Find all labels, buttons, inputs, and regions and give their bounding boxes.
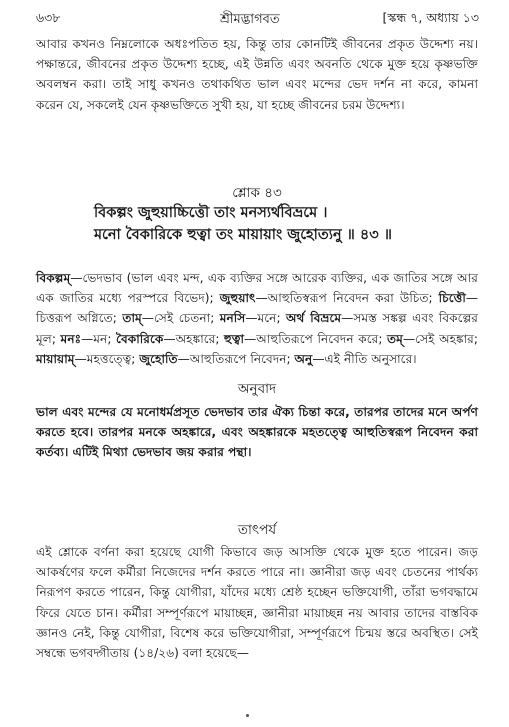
synonym-term: অর্থ বিভ্রমে (286, 311, 342, 326)
chapter-reference: [স্কন্ধ ৭, অধ্যায় ১৩ (382, 10, 479, 25)
synonym-meaning: —মনে; (245, 311, 286, 326)
page-mark (246, 714, 249, 717)
synonym-meaning: —ভেদভাব (ভাল এবং মন্দ, এক ব্যক্তির সঙ্গে আরেক ব্যক্তির, এক জাতির সঙ্গে আর এক জাতির মধ্যে পরস্পরে বিভেদ); (36, 271, 478, 306)
running-header (36, 8, 479, 30)
synonym-term: জুহোতি (139, 351, 178, 366)
synonym-term: জুহুয়াৎ (219, 291, 256, 306)
verse-line-2: মনো বৈকারিকে হুত্বা তং মায়ায়াং জুহোত্যনু ॥ ৪৩ ॥ (94, 227, 392, 243)
synonym-term: চিত্তৌ (438, 291, 466, 306)
synonym-meaning: —সেই অহঙ্কার; (402, 331, 478, 346)
synonym-term: হুত্বা (224, 331, 245, 346)
sanskrit-verse (36, 202, 478, 246)
synonym-meaning: —মন; (81, 331, 117, 346)
verse-line-1: বিকল্পং জুহুয়াচ্চিত্তৌ তাং মনস্যর্থবিভ্রমে । (94, 205, 328, 221)
translation-heading: অনুবাদ (237, 381, 277, 397)
synonym-meaning: —মহত্তত্ত্বে; (74, 351, 140, 366)
synonym-term: বৈকারিকে (116, 331, 164, 346)
synonyms-paragraph (36, 268, 478, 369)
synonym-meaning: —আহুতিস্বরূপ নিবেদন করা উচিত; (255, 291, 439, 306)
synonym-meaning: —চিত্তরূপ অগ্নিতে; (36, 291, 478, 326)
intro-paragraph: আবার কখনও নিম্নলোকে অধঃপতিত হয়, কিন্তু তার কোনটিই জীবনের প্রকৃত উদ্দেশ্য নয়। পক্ষান্তরে, জীবনের প্রকৃত উদ্দেশ্য হচ্ছে, এই উন্নতি এবং অবনতি থেকে মুক্ত হয়ে কৃষ্ণভক্তি অবলম্বন করা। তাই সাধু কখনও তথাকথিত ভাল এবং মন্দের ভেদ দর্শন না করে, কামনা করেন যে, সকলেই যেন কৃষ্ণভক্তিতে সুখী হয়, যা হচ্ছে জীবনের চরম উদ্দেশ্য। (36, 37, 478, 112)
synonym-meaning: —এই নীতি অনুসারে। (312, 351, 417, 366)
purport-heading: তাৎপর্য (237, 522, 277, 538)
synonym-meaning: —আহুতিরূপে নিবেদন করে; (244, 331, 388, 346)
synonym-meaning: —অহঙ্কারে; (163, 331, 225, 346)
verse-label: শ্লোক ৪৩ (232, 185, 282, 201)
synonyms-text (36, 268, 478, 369)
synonym-term: মায়ায়াম্ (36, 351, 75, 366)
synonym-term: তম্ (387, 331, 403, 346)
synonym-meaning: —আহুতিরূপে নিবেদন; (177, 351, 295, 366)
book-title: শ্রীমদ্ভাগবত (220, 12, 280, 27)
synonym-term: মনসি (219, 311, 246, 326)
purport-paragraph: এই শ্লোকে বর্ণনা করা হয়েছে যোগী কিভাবে জড় আসক্তি থেকে মুক্ত হতে পারেন। জড় আকর্ষণের ফলে কর্মীরা নিজেদের দর্শন করতে পারে না। জ্ঞানীরা জড় এবং চেতনের পার্থক্য নিরূপণ করতে পারেন, কিন্তু যোগীরা, যাঁদের মধ্যে শ্রেষ্ঠ হচ্ছেন ভক্তিযোগী, তাঁরা ভগবদ্ধামে ফিরে যেতে চান। কর্মীরা সম্পূর্ণরূপে মায়াচ্ছন্ন, জ্ঞানীরা মায়াচ্ছন্ন নয় আবার তাদের বাস্তবিক জ্ঞানও নেই, কিন্তু যোগীরা, বিশেষ করে ভক্তিযোগীরা, সম্পূর্ণরূপে চিন্ময় স্তরে অবস্থিত। সেই সম্বন্ধে ভগবদ্গীতায় (১৪/২৬) বলা হয়েছে— (36, 545, 478, 661)
page-number: ৬৩৮ (36, 10, 61, 25)
translation-paragraph: ভাল এবং মন্দের যে মনোধর্মপ্রসূত ভেদভাব তার ঐক্য চিন্তা করে, তারপর তাদের মনে অর্পণ করতে হবে। তারপর মনকে অহঙ্কারে, এবং অহঙ্কারকে মহতত্ত্বে আহুতিস্বরূপ নিবেদন করা কর্তব্য। এটিই মিথ্যা ভেদভাব জয় করার পন্থা। (36, 405, 478, 460)
synonym-meaning: —সেই চেতনা; (141, 311, 220, 326)
synonym-meaning: —সমস্ত সঙ্কল্প এবং বিকল্পের মূল; (36, 311, 478, 346)
synonym-term: অনু (294, 351, 313, 366)
synonym-term: বিকল্পম্ (36, 271, 71, 285)
synonym-term: মনঃ (60, 331, 82, 346)
synonym-term: তাম্ (122, 311, 142, 326)
